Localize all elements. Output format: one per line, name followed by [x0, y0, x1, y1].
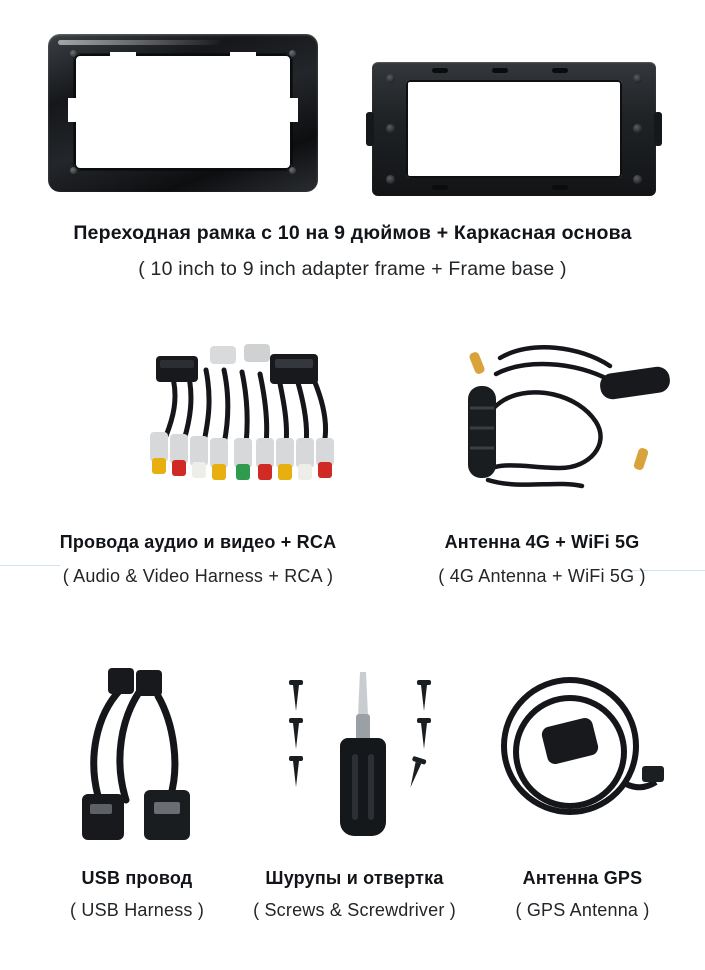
frame-base-hole [633, 124, 642, 133]
frame-base-slot [432, 68, 448, 73]
frame-base-hole [386, 175, 395, 184]
frame-base-slot [492, 68, 508, 73]
antenna-caption-en: ( 4G Antenna + WiFi 5G ) [438, 566, 646, 586]
adapter-frame-notch [110, 52, 136, 60]
frame-base-tab [654, 112, 662, 146]
adapter-frame-window [74, 54, 292, 170]
adapter-frame-notch [288, 98, 298, 122]
adapter-frame-screw [289, 50, 296, 57]
screws-caption-ru: Шурупы и отвертка [265, 868, 444, 888]
frames-caption-ru: Переходная рамка с 10 на 9 дюймов + Каркасная основа [73, 222, 632, 244]
adapter-frame-screw [289, 167, 296, 174]
frame-base-hole [386, 74, 395, 83]
harness-caption-en: ( Audio & Video Harness + RCA ) [62, 566, 334, 586]
frame-base-slot [552, 68, 568, 73]
usb-caption-en: ( USB Harness ) [69, 900, 205, 920]
frame-base-slot [432, 185, 448, 190]
adapter-frame-notch [68, 98, 78, 122]
frame-base-hole [633, 74, 642, 83]
gps-caption-en: ( GPS Antenna ) [515, 900, 650, 920]
adapter-frame-notch [230, 52, 256, 60]
section-harness-antenna [0, 320, 705, 610]
audio-video-harness-image [118, 340, 378, 520]
adapter-frame-highlight [58, 40, 220, 45]
frame-base-window [406, 80, 622, 178]
frame-base-slot [552, 185, 568, 190]
adapter-frame-image [48, 34, 318, 192]
frame-base-hole [386, 124, 395, 133]
frames-image-row [0, 28, 705, 198]
screws-screwdriver-image [268, 662, 458, 857]
frames-caption-en: ( 10 inch to 9 inch adapter frame + Frame base ) [138, 258, 567, 280]
section-frames [0, 0, 705, 300]
frame-base-tab [366, 112, 374, 146]
adapter-frame-screw [70, 50, 77, 57]
section-accessories [0, 650, 705, 950]
frame-base-hole [633, 175, 642, 184]
antenna-caption-ru: Антенна 4G + WiFi 5G [444, 532, 640, 552]
antenna-4g-wifi-image [460, 340, 690, 520]
harness-caption-ru: Провода аудио и видео + RCA [59, 532, 337, 552]
gps-caption-ru: Антенна GPS [522, 868, 643, 888]
screws-caption-en: ( Screws & Screwdriver ) [253, 900, 456, 920]
gps-antenna-image [490, 662, 675, 857]
usb-harness-image [62, 662, 242, 857]
adapter-frame-screw [70, 167, 77, 174]
frame-base-image [372, 62, 656, 196]
usb-caption-ru: USB провод [81, 868, 193, 888]
